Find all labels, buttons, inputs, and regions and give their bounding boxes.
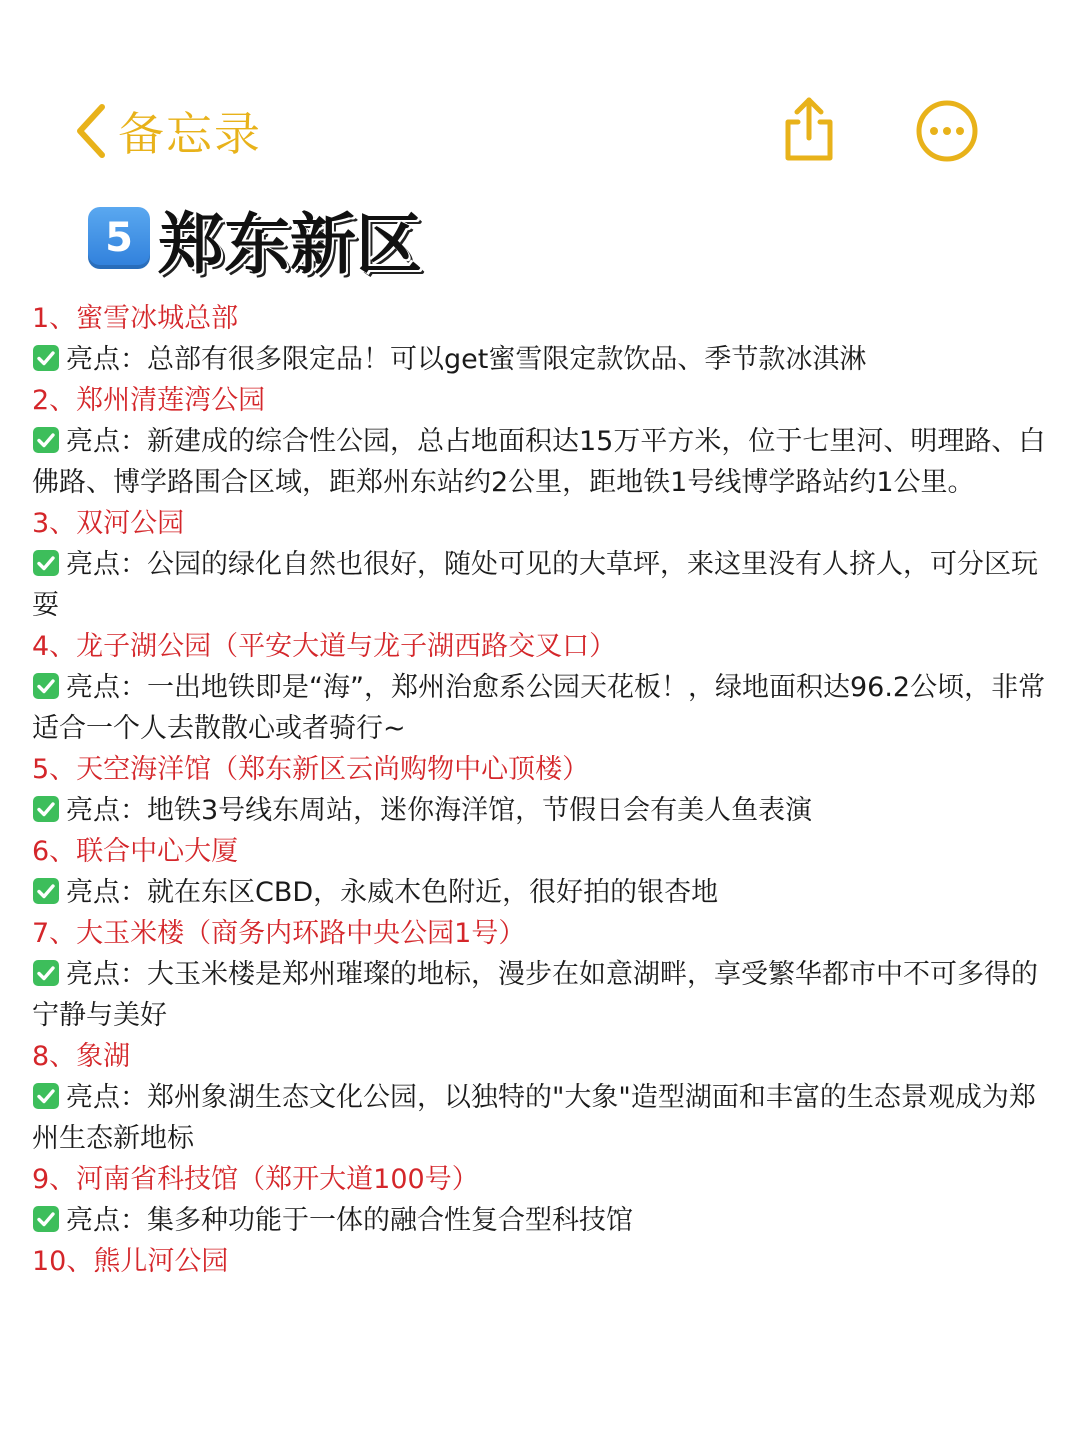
check-icon [32, 876, 60, 904]
more-button[interactable] [914, 98, 980, 164]
share-icon [780, 94, 838, 164]
list-item-description [32, 790, 1052, 831]
check-icon [32, 343, 60, 371]
chevron-left-icon [72, 101, 108, 161]
list-item-title: 2、郑州清莲湾公园 [32, 385, 266, 416]
list-item-description [32, 544, 1052, 626]
back-label: 备忘录 [118, 107, 262, 161]
description-text: 亮点：公园的绿化自然也很好，随处可见的大草坪，来这里没有人挤人，可分区玩耍 [32, 549, 1038, 621]
page-title: 郑东新区 [158, 205, 422, 283]
list-item-description [32, 1077, 1052, 1159]
number-badge: 5 [88, 207, 150, 269]
description-text: 亮点：总部有很多限定品！可以get蜜雪限定款饮品、季节款冰淇淋 [66, 344, 867, 375]
share-button[interactable] [780, 94, 838, 164]
list-item-description [32, 421, 1052, 503]
list-item-title: 7、大玉米楼（商务内环路中央公园1号） [32, 918, 526, 949]
list-item-title: 8、象湖 [32, 1041, 131, 1072]
check-icon [32, 1204, 60, 1232]
list-item-title: 3、双河公园 [32, 508, 185, 539]
list-item-title: 1、蜜雪冰城总部 [32, 303, 239, 334]
list-item-title: 9、河南省科技馆（郑开大道100号） [32, 1164, 479, 1195]
list-item-description [32, 339, 1052, 380]
section-header [88, 200, 422, 283]
list-item-title: 4、龙子湖公园（平安大道与龙子湖西路交叉口） [32, 631, 617, 662]
note-content [32, 298, 1052, 1282]
check-icon [32, 671, 60, 699]
check-icon [32, 794, 60, 822]
description-text: 亮点：新建成的综合性公园，总占地面积达15万平方米，位于七里河、明理路、白佛路、博学路围合区域，距郑州东站约2公里，距地铁1号线博学路站约1公里。 [32, 426, 1046, 498]
description-text: 亮点：郑州象湖生态文化公园，以独特的"大象"造型湖面和丰富的生态景观成为郑州生态新地标 [32, 1082, 1036, 1154]
description-text: 亮点：大玉米楼是郑州璀璨的地标，漫步在如意湖畔，享受繁华都市中不可多得的宁静与美好 [32, 959, 1038, 1031]
navigation-bar [0, 88, 1080, 172]
list-item-description [32, 872, 1052, 913]
check-icon [32, 958, 60, 986]
list-item-description [32, 667, 1052, 749]
description-text: 亮点：地铁3号线东周站，迷你海洋馆，节假日会有美人鱼表演 [66, 795, 813, 826]
description-text: 亮点：就在东区CBD，永威木色附近，很好拍的银杏地 [66, 877, 719, 908]
list-item-title: 5、天空海洋馆（郑东新区云尚购物中心顶楼） [32, 754, 590, 785]
more-icon [914, 98, 980, 164]
check-icon [32, 1081, 60, 1109]
check-icon [32, 548, 60, 576]
list-item-title: 6、联合中心大厦 [32, 836, 239, 867]
description-text: 亮点：一出地铁即是“海”，郑州治愈系公园天花板！，绿地面积达96.2公顷，非常适合一个人去散散心或者骑行~ [32, 672, 1046, 744]
list-item-description [32, 1200, 1052, 1241]
list-item-description [32, 954, 1052, 1036]
back-button[interactable] [72, 96, 262, 166]
check-icon [32, 425, 60, 453]
list-item-title: 10、熊儿河公园 [32, 1246, 229, 1277]
description-text: 亮点：集多种功能于一体的融合性复合型科技馆 [66, 1205, 633, 1236]
